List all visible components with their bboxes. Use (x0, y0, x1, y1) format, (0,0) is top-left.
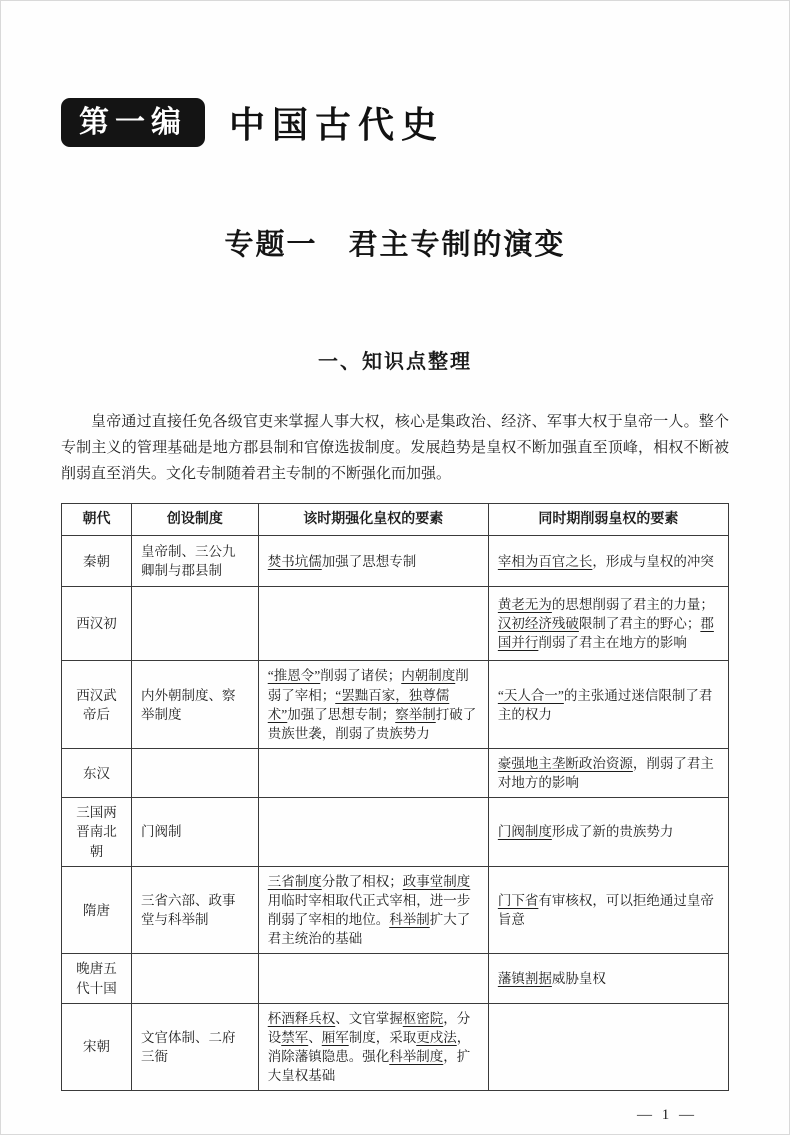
text-segment: ，形成与皇权的冲突 (592, 553, 714, 569)
underlined-term: 杯酒释兵权 (267, 1010, 336, 1026)
text-segment: 削弱了君主在地方的影响 (538, 635, 687, 651)
dynasty-cell (62, 587, 132, 661)
text-segment: 、 (308, 1029, 322, 1045)
table-row (62, 954, 729, 1003)
table-row (62, 1003, 729, 1091)
text-segment: 制度，采取 (348, 1029, 417, 1045)
table-cell (488, 749, 728, 798)
table-cell (488, 1003, 728, 1091)
text-segment: ，扩大皇权基础 (267, 1049, 471, 1084)
underlined-term: 门阀制度 (497, 824, 552, 840)
table-cell (132, 954, 259, 1003)
chapter-title: 专题一 君主专制的演变 (224, 229, 566, 261)
table-cell (132, 536, 259, 587)
underlined-term: 政事堂制度 (402, 873, 471, 889)
underlined-term: 宰相为百官之长 (497, 553, 593, 569)
text-segment: 加强了思想专制； (287, 706, 396, 722)
text-segment: 形成了新的贵族势力 (551, 824, 674, 840)
table-header-row (62, 504, 729, 536)
underlined-term: 科举制 (389, 912, 430, 928)
table-cell (488, 954, 728, 1003)
edition-title: 中国古代史 (229, 104, 445, 145)
text-segment: 削弱了宰相； (267, 668, 469, 703)
intro-paragraph: 皇帝通过直接任免各级官吏来掌握人事大权，核心是集政治、经济、军事大权于皇帝一人。整个专制主义的管理基础是地方郡县制和官僚选拔制度。发展趋势是皇权不断加强直至顶峰，相权不断被削弱直至消失。文化专制随着君主专制的不断强化而加强。 (61, 414, 729, 482)
section-title: 一、知识点整理 (318, 351, 472, 373)
text-segment: 皇帝制、三公九卿制与郡县制 (141, 544, 236, 579)
table-cell (132, 749, 259, 798)
underlined-term: “罢黜百家，独尊儒术” (267, 687, 450, 722)
underlined-term: 内朝制度 (401, 668, 456, 684)
text-segment: 打破了贵族世袭，削弱了贵族势力 (267, 706, 477, 741)
text-segment: 、文官掌握 (335, 1010, 403, 1026)
text-segment: 西汉武帝后 (76, 687, 117, 722)
table-row (62, 587, 729, 661)
text-segment: ，消除藩镇隐患。强化 (267, 1029, 471, 1065)
dynasty-cell (62, 536, 132, 587)
table-cell (132, 866, 259, 954)
edition-badge: 第一编 (61, 98, 205, 147)
table-cell (132, 587, 259, 661)
text-segment: ，削弱了君主对地方的影响 (497, 756, 714, 791)
underlined-term: 郡国并行 (497, 616, 714, 651)
underlined-term: 科举制度 (389, 1049, 444, 1065)
table-row (62, 749, 729, 798)
table-cell (258, 587, 488, 661)
table-cell (488, 866, 728, 954)
table-cell (258, 954, 488, 1003)
table-cell (132, 661, 259, 749)
table-header-cell: 创设制度 (132, 504, 259, 536)
text-segment: 的思想削弱了君主的力量； (551, 597, 714, 613)
underlined-term: 枢密院 (402, 1010, 444, 1026)
dynasty-cell (62, 661, 132, 749)
text-segment: 三国两晋南北朝 (76, 805, 117, 859)
table-cell (488, 661, 728, 749)
underlined-term: 更戍法 (416, 1029, 457, 1045)
dynasty-cell (62, 954, 132, 1003)
underlined-term: 汉初经济残破 (497, 616, 579, 632)
underlined-term: 黄老无为 (497, 597, 552, 613)
text-segment: 分散了相权； (321, 873, 403, 889)
underlined-term: 焚书坑儒 (267, 553, 322, 569)
table-header-cell: 同时期削弱皇权的要素 (488, 504, 728, 536)
text-segment: 加强了思想专制 (321, 553, 417, 569)
table-cell (258, 536, 488, 587)
table-row (62, 661, 729, 749)
knowledge-table (61, 503, 729, 1091)
underlined-term: 厢军 (321, 1029, 349, 1045)
table-cell (258, 661, 488, 749)
underlined-term: 豪强地主垄断政治资源 (497, 756, 633, 772)
text-segment: 威胁皇权 (551, 971, 606, 986)
dynasty-cell (62, 1003, 132, 1091)
table-cell (258, 749, 488, 798)
text-segment: 削弱了诸侯； (320, 668, 402, 684)
table-cell (258, 798, 488, 866)
text-segment: 晚唐五代十国 (76, 961, 117, 996)
dynasty-cell (62, 749, 132, 798)
text-segment: 限制了君主的野心； (578, 616, 701, 632)
text-segment: 门阀制 (141, 824, 182, 840)
underlined-term: 三省制度 (267, 873, 322, 889)
text-segment: 内外朝制度、察举制度 (141, 687, 236, 722)
text-segment: 文官体制、二府三衙 (141, 1029, 236, 1065)
text-segment: 宋朝 (83, 1039, 111, 1055)
table-row (62, 866, 729, 954)
text-segment: 三省六部、政事堂与科举制 (141, 892, 236, 928)
text-segment: 西汉初 (76, 616, 117, 632)
table-row (62, 536, 729, 587)
edition-header (61, 97, 729, 148)
table-cell (258, 866, 488, 954)
table-header-cell: 该时期强化皇权的要素 (258, 504, 488, 536)
text-segment: 东汉 (83, 765, 111, 781)
underlined-term: 藩镇割据 (497, 971, 552, 986)
text-segment: 隋唐 (83, 902, 111, 918)
table-header-cell: 朝代 (62, 504, 132, 536)
table-row (62, 798, 729, 866)
table-cell (488, 587, 728, 661)
underlined-term: 禁军 (281, 1029, 309, 1045)
text-segment: 扩大了君主统治的基础 (267, 912, 471, 947)
dynasty-cell (62, 866, 132, 954)
text-segment: ，分设 (267, 1010, 471, 1045)
table-cell (132, 798, 259, 866)
underlined-term: “天人合一” (497, 687, 564, 703)
dynasty-cell (62, 798, 132, 866)
table-body (62, 536, 729, 1091)
text-segment: 的主张通过迷信限制了君主的权力 (497, 687, 713, 722)
underlined-term: 门下省 (497, 892, 539, 908)
table-cell (132, 1003, 259, 1091)
page-number: — 1 — (637, 1107, 697, 1124)
table-cell (258, 1003, 488, 1091)
text-segment: 有审核权，可以拒绝通过皇帝旨意 (497, 892, 714, 928)
table-cell (488, 536, 728, 587)
table-cell (488, 798, 728, 866)
text-segment: 用临时宰相取代正式宰相，进一步削弱了宰相的地位。 (267, 892, 471, 928)
text-segment: 秦朝 (83, 553, 111, 569)
underlined-term: 察举制 (395, 706, 436, 722)
underlined-term: “推恩令” (267, 668, 321, 684)
